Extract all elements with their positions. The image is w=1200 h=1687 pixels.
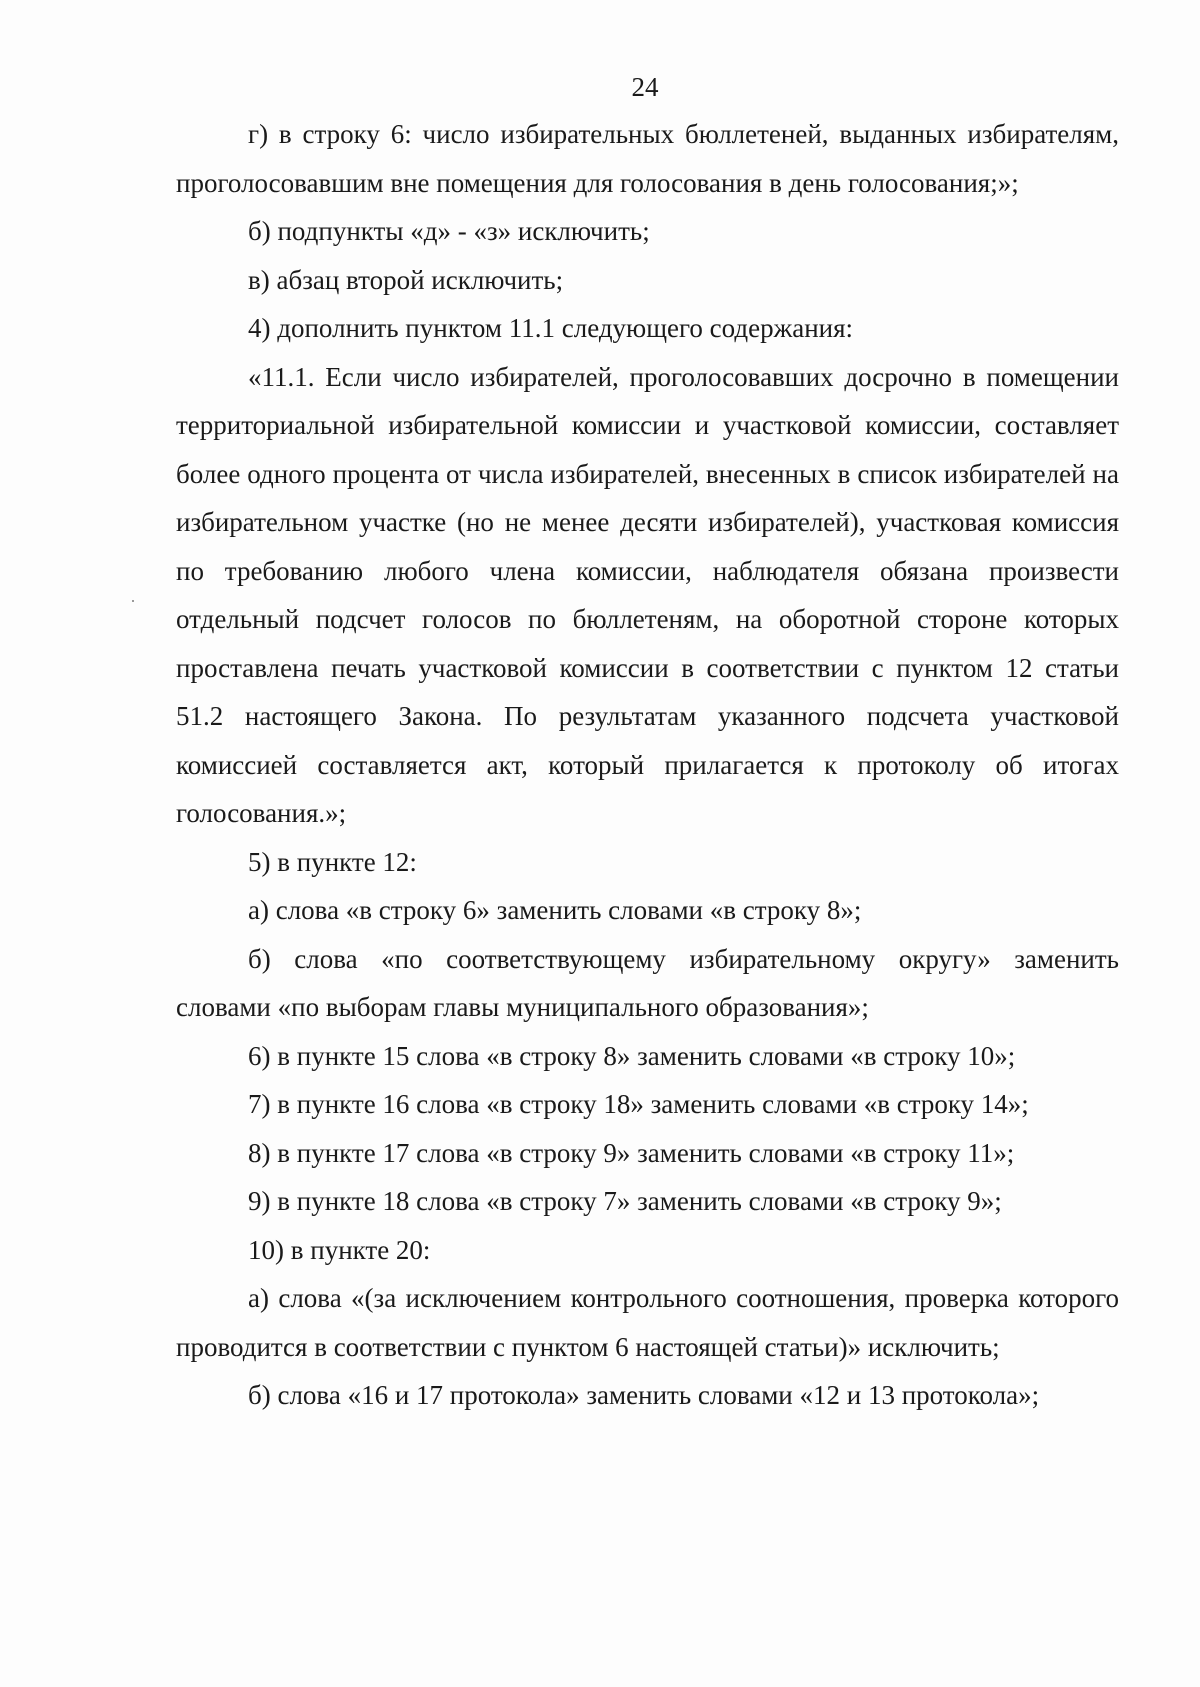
paragraph: 4) дополнить пунктом 11.1 следующего содержания: <box>248 313 854 343</box>
paragraph: а) слова «в строку 6» заменить словами «в строку 8»; <box>248 895 862 925</box>
paragraph: б) слова «по соответствующему избирательному округу» заменить словами «по выборам главы муниципального образования»; <box>176 943 1119 1022</box>
scan-artifact <box>132 600 134 602</box>
paragraph: 8) в пункте 17 слова «в строку 9» заменить словами «в строку 11»; <box>248 1137 1015 1168</box>
paragraph: 9) в пункте 18 слова «в строку 7» заменить словами «в строку 9»; <box>248 1186 1002 1216</box>
paragraph: в) абзац второй исключить; <box>248 264 564 295</box>
page-number: 24 <box>631 72 659 102</box>
paragraph: б) слова «16 и 17 протокола» заменить словами «12 и 13 протокола»; <box>248 1380 1040 1410</box>
paragraph: а) слова «(за исключением контрольного соотношения, проверка которого проводится в соответствии с пунктом 6 настоящей статьи)» исключить; <box>176 1283 1119 1362</box>
paragraph: 6) в пункте 15 слова «в строку 8» заменить словами «в строку 10»; <box>248 1040 1016 1071</box>
paragraph: 7) в пункте 16 слова «в строку 18» заменить словами «в строку 14»; <box>248 1089 1029 1119</box>
document-body <box>176 110 1119 1420</box>
paragraph: 10) в пункте 20: <box>248 1234 431 1265</box>
paragraph: 5) в пункте 12: <box>248 846 417 877</box>
paragraph: «11.1. Если число избирателей, проголосовавших досрочно в помещении территориальной избирательной комиссии и участковой комиссии, составляет более одного процента от числа избирателей, внесенных в список избирателей на избирательном участке (но не менее десяти избирателей), участковая комиссия по требованию любого члена комиссии, наблюдателя обязана произвести отдельный подсчет голосов по бюллетеням, на оборотной стороне которых проставлена печать участковой комиссии в соответствии с пунктом 12 статьи 51.2 настоящего Закона. По результатам указанного подсчета участковой комиссией составляется акт, который прилагается к протоколу об итогах голосования.»; <box>176 361 1119 828</box>
paragraph: б) подпункты «д» - «з» исключить; <box>248 216 650 246</box>
paragraph: г) в строку 6: число избирательных бюллетеней, выданных избирателям, проголосовавшим вне помещения для голосования в день голосования;»; <box>176 119 1119 198</box>
